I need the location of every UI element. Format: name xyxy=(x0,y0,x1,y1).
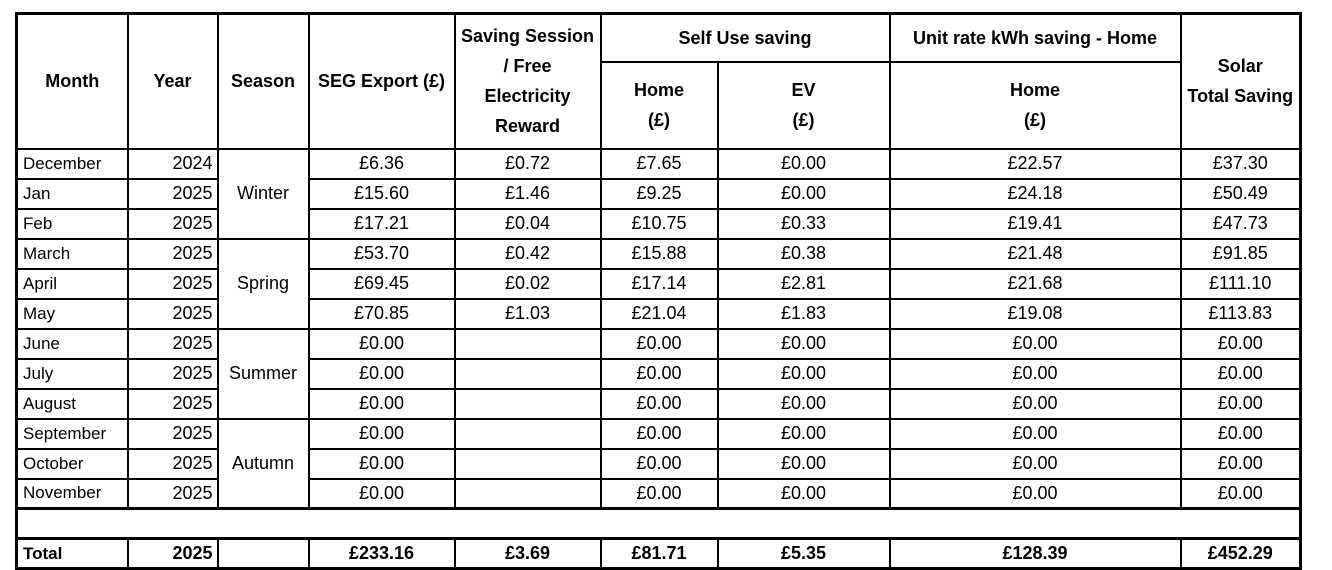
header-unit-rate-home: Home (£) xyxy=(890,62,1181,149)
self-use-home-cell: £0.00 xyxy=(601,449,718,479)
season-cell: Summer xyxy=(218,329,309,419)
solar-total-cell: £0.00 xyxy=(1181,389,1301,419)
saving-session-cell xyxy=(455,329,601,359)
self-use-ev-cell: £2.81 xyxy=(718,269,890,299)
self-use-home-cell: £0.00 xyxy=(601,419,718,449)
solar-total-cell: £0.00 xyxy=(1181,479,1301,509)
header-self-use-home: Home (£) xyxy=(601,62,718,149)
year-cell: 2025 xyxy=(128,419,218,449)
header-seg-export: SEG Export (£) xyxy=(309,14,455,149)
self-use-ev-cell: £0.00 xyxy=(718,389,890,419)
unit-rate-home-cell: £0.00 xyxy=(890,329,1181,359)
saving-session-cell: £0.72 xyxy=(455,149,601,179)
seg-export-cell: £0.00 xyxy=(309,449,455,479)
month-cell: March xyxy=(17,239,128,269)
total-self-use-home-cell: £81.71 xyxy=(601,539,718,569)
year-cell: 2025 xyxy=(128,329,218,359)
solar-total-cell: £111.10 xyxy=(1181,269,1301,299)
solar-total-cell: £0.00 xyxy=(1181,419,1301,449)
month-cell: June xyxy=(17,329,128,359)
header-year: Year xyxy=(128,14,218,149)
header-self-use-saving: Self Use saving xyxy=(601,14,890,62)
year-cell: 2025 xyxy=(128,479,218,509)
total-row xyxy=(17,539,1301,569)
year-cell: 2025 xyxy=(128,239,218,269)
self-use-home-cell: £15.88 xyxy=(601,239,718,269)
seg-export-cell: £15.60 xyxy=(309,179,455,209)
unit-rate-home-cell: £21.68 xyxy=(890,269,1181,299)
seg-export-cell: £17.21 xyxy=(309,209,455,239)
table-body xyxy=(17,149,1301,569)
saving-session-cell: £1.03 xyxy=(455,299,601,329)
month-cell: October xyxy=(17,449,128,479)
month-cell: Jan xyxy=(17,179,128,209)
self-use-ev-cell: £0.00 xyxy=(718,419,890,449)
month-cell: April xyxy=(17,269,128,299)
month-cell: August xyxy=(17,389,128,419)
saving-session-cell xyxy=(455,419,601,449)
unit-rate-home-cell: £24.18 xyxy=(890,179,1181,209)
total-month-cell: Total xyxy=(17,539,128,569)
self-use-ev-cell: £0.00 xyxy=(718,359,890,389)
self-use-ev-cell: £0.00 xyxy=(718,479,890,509)
seg-export-cell: £53.70 xyxy=(309,239,455,269)
table-row xyxy=(17,329,1301,359)
saving-session-cell xyxy=(455,449,601,479)
table-row xyxy=(17,449,1301,479)
total-year-cell: 2025 xyxy=(128,539,218,569)
seg-export-cell: £69.45 xyxy=(309,269,455,299)
solar-total-cell: £0.00 xyxy=(1181,359,1301,389)
separator-cell xyxy=(17,509,1301,539)
saving-session-cell xyxy=(455,389,601,419)
saving-session-cell xyxy=(455,479,601,509)
self-use-ev-cell: £1.83 xyxy=(718,299,890,329)
saving-session-cell: £0.02 xyxy=(455,269,601,299)
header-season: Season xyxy=(218,14,309,149)
total-unit-rate-home-cell: £128.39 xyxy=(890,539,1181,569)
month-cell: July xyxy=(17,359,128,389)
self-use-home-cell: £0.00 xyxy=(601,359,718,389)
saving-session-cell xyxy=(455,359,601,389)
table-row xyxy=(17,359,1301,389)
total-self-use-ev-cell: £5.35 xyxy=(718,539,890,569)
self-use-home-cell: £10.75 xyxy=(601,209,718,239)
unit-rate-home-cell: £22.57 xyxy=(890,149,1181,179)
year-cell: 2025 xyxy=(128,299,218,329)
header-unit-rate-saving: Unit rate kWh saving - Home xyxy=(890,14,1181,62)
solar-total-cell: £47.73 xyxy=(1181,209,1301,239)
year-cell: 2025 xyxy=(128,179,218,209)
table-row xyxy=(17,269,1301,299)
solar-total-cell: £0.00 xyxy=(1181,449,1301,479)
seg-export-cell: £0.00 xyxy=(309,329,455,359)
unit-rate-home-cell: £0.00 xyxy=(890,419,1181,449)
table-row xyxy=(17,299,1301,329)
header-month: Month xyxy=(17,14,128,149)
unit-rate-home-cell: £0.00 xyxy=(890,479,1181,509)
total-saving-session-cell: £3.69 xyxy=(455,539,601,569)
unit-rate-home-cell: £19.08 xyxy=(890,299,1181,329)
seg-export-cell: £0.00 xyxy=(309,389,455,419)
header-self-use-ev: EV (£) xyxy=(718,62,890,149)
total-season-cell xyxy=(218,539,309,569)
unit-rate-home-cell: £0.00 xyxy=(890,389,1181,419)
solar-total-cell: £113.83 xyxy=(1181,299,1301,329)
self-use-ev-cell: £0.00 xyxy=(718,449,890,479)
unit-rate-home-cell: £21.48 xyxy=(890,239,1181,269)
table-header xyxy=(17,14,1301,149)
self-use-ev-cell: £0.00 xyxy=(718,179,890,209)
unit-rate-home-cell: £19.41 xyxy=(890,209,1181,239)
season-cell: Winter xyxy=(218,149,309,239)
self-use-home-cell: £0.00 xyxy=(601,389,718,419)
solar-total-cell: £0.00 xyxy=(1181,329,1301,359)
season-cell: Spring xyxy=(218,239,309,329)
total-separator xyxy=(17,509,1301,539)
year-cell: 2025 xyxy=(128,269,218,299)
total-solar-total-cell: £452.29 xyxy=(1181,539,1301,569)
saving-session-cell: £0.04 xyxy=(455,209,601,239)
table-row xyxy=(17,419,1301,449)
self-use-home-cell: £0.00 xyxy=(601,479,718,509)
saving-session-cell: £1.46 xyxy=(455,179,601,209)
self-use-home-cell: £0.00 xyxy=(601,329,718,359)
seg-export-cell: £6.36 xyxy=(309,149,455,179)
table-row xyxy=(17,389,1301,419)
month-cell: December xyxy=(17,149,128,179)
self-use-home-cell: £21.04 xyxy=(601,299,718,329)
table-row xyxy=(17,179,1301,209)
table-row xyxy=(17,149,1301,179)
self-use-ev-cell: £0.00 xyxy=(718,149,890,179)
solar-total-cell: £50.49 xyxy=(1181,179,1301,209)
table-row xyxy=(17,479,1301,509)
year-cell: 2024 xyxy=(128,149,218,179)
month-cell: May xyxy=(17,299,128,329)
solar-savings-table xyxy=(15,12,1302,570)
header-saving-session: Saving Session / Free Electricity Reward xyxy=(455,14,601,149)
month-cell: September xyxy=(17,419,128,449)
self-use-ev-cell: £0.00 xyxy=(718,329,890,359)
season-cell: Autumn xyxy=(218,419,309,509)
year-cell: 2025 xyxy=(128,209,218,239)
seg-export-cell: £0.00 xyxy=(309,359,455,389)
year-cell: 2025 xyxy=(128,359,218,389)
solar-total-cell: £91.85 xyxy=(1181,239,1301,269)
self-use-ev-cell: £0.38 xyxy=(718,239,890,269)
table-row xyxy=(17,239,1301,269)
self-use-home-cell: £9.25 xyxy=(601,179,718,209)
saving-session-cell: £0.42 xyxy=(455,239,601,269)
table-row xyxy=(17,209,1301,239)
self-use-ev-cell: £0.33 xyxy=(718,209,890,239)
year-cell: 2025 xyxy=(128,449,218,479)
unit-rate-home-cell: £0.00 xyxy=(890,449,1181,479)
total-seg-export-cell: £233.16 xyxy=(309,539,455,569)
seg-export-cell: £0.00 xyxy=(309,419,455,449)
header-solar-total-saving: Solar Total Saving xyxy=(1181,14,1301,149)
solar-total-cell: £37.30 xyxy=(1181,149,1301,179)
self-use-home-cell: £7.65 xyxy=(601,149,718,179)
self-use-home-cell: £17.14 xyxy=(601,269,718,299)
month-cell: November xyxy=(17,479,128,509)
unit-rate-home-cell: £0.00 xyxy=(890,359,1181,389)
month-cell: Feb xyxy=(17,209,128,239)
seg-export-cell: £0.00 xyxy=(309,479,455,509)
seg-export-cell: £70.85 xyxy=(309,299,455,329)
year-cell: 2025 xyxy=(128,389,218,419)
